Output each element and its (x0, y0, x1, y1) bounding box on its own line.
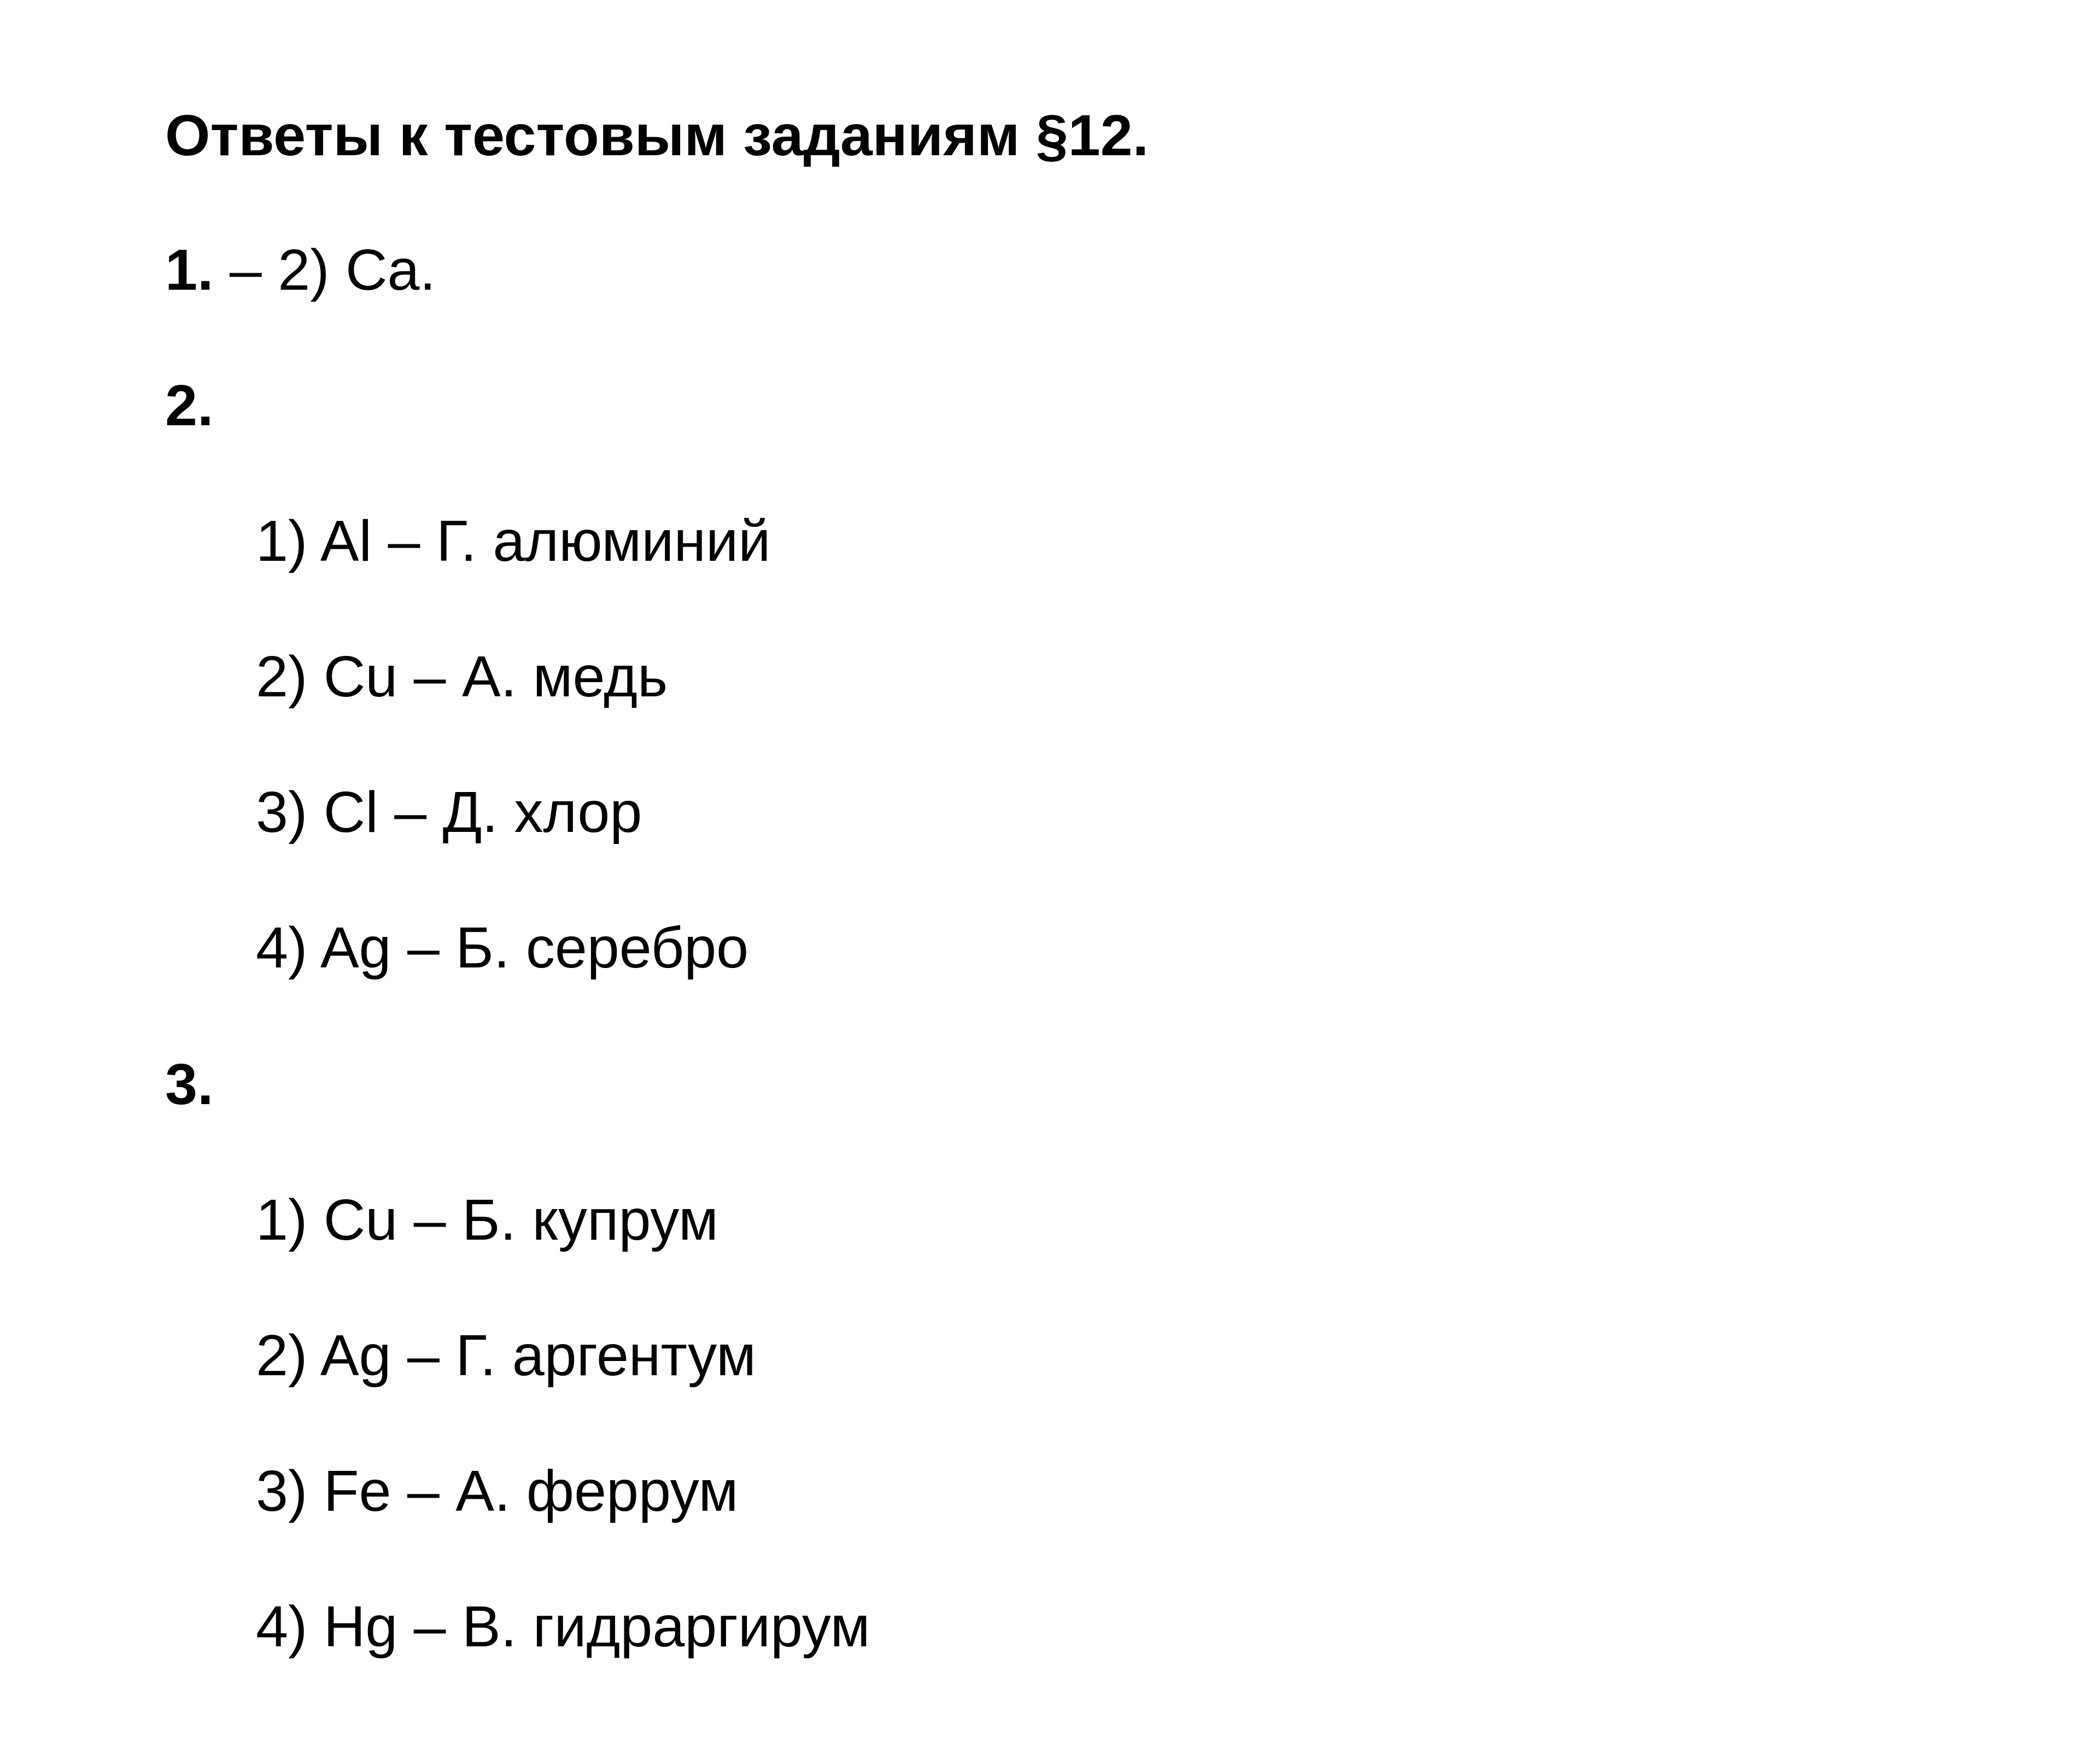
question-3-item-3: 3) Fe – А. феррум (256, 1459, 739, 1523)
question-2-item-2: 2) Cu – А. медь (256, 644, 668, 709)
question-3-item-1: 1) Cu – Б. купрум (256, 1188, 718, 1252)
page-title: Ответы к тестовым заданиям §12. (165, 103, 1149, 168)
question-3-item-2: 2) Ag – Г. аргентум (256, 1323, 756, 1388)
question-2-item-4: 4) Ag – Б. серебро (256, 916, 749, 980)
question-2-item-1: 1) Al – Г. алюминий (256, 509, 771, 573)
question-1-answer: – 2) Ca. (213, 238, 436, 302)
question-2-number: 2. (165, 373, 214, 438)
question-1-number: 1. (165, 238, 214, 302)
question-3-number: 3. (165, 1052, 214, 1117)
question-1 (165, 236, 436, 304)
question-3-item-4: 4) Hg – В. гидраргирум (256, 1594, 870, 1659)
question-2-item-3: 3) Cl – Д. хлор (256, 780, 642, 844)
